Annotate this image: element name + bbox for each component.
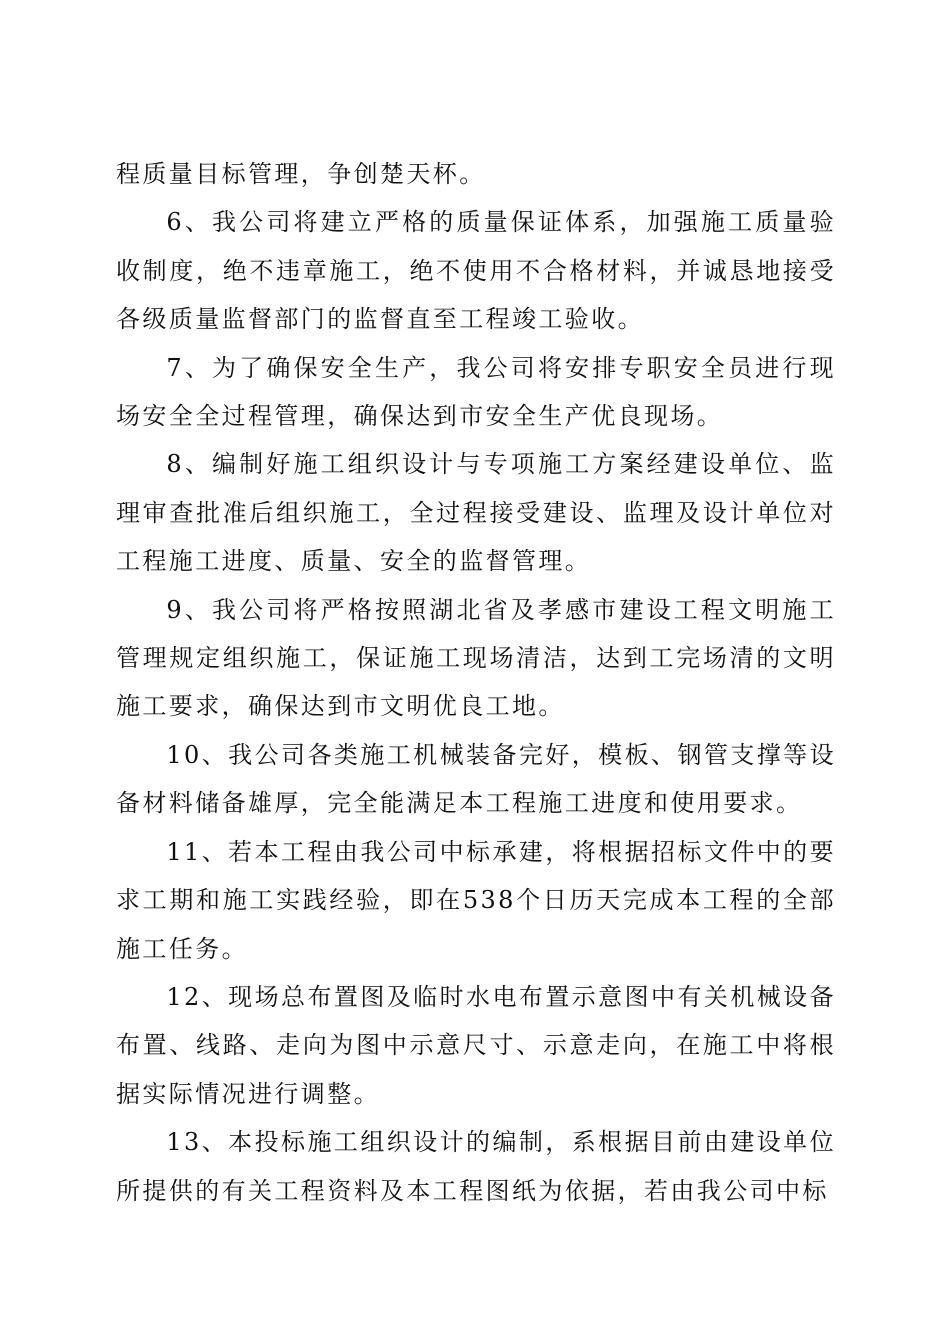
paragraph-item-10: 10、我公司各类施工机械装备完好，模板、钢管支撑等设备材料储备雄厚，完全能满足本工程施工进度和使用要求。 [116, 740, 836, 818]
paragraph-continuation: 程质量目标管理，争创楚天杯。 [116, 160, 486, 188]
paragraph-item-11: 11、若本工程由我公司中标承建，将根据招标文件中的要求工期和施工实践经验，即在538个日历天完成本工程的全部施工任务。 [116, 837, 836, 963]
paragraph-item-8: 8、编制好施工组织设计与专项施工方案经建设单位、监理审查批准后组织施工，全过程接受建设、监理及设计单位对工程施工进度、质量、安全的监督管理。 [116, 450, 836, 576]
paragraph-item-7: 7、为了确保安全生产，我公司将安排专职安全员进行现场安全全过程管理，确保达到市安全生产优良现场。 [116, 353, 836, 431]
document-body [116, 150, 836, 1215]
paragraph-item-6: 6、我公司将建立严格的质量保证体系，加强施工质量验收制度，绝不违章施工，绝不使用不合格材料，并诚恳地接受各级质量监督部门的监督直至工程竣工验收。 [116, 208, 836, 334]
paragraph-item-13: 13、本投标施工组织设计的编制，系根据目前由建设单位所提供的有关工程资料及本工程图纸为依据，若由我公司中标 [116, 1128, 836, 1205]
paragraph-item-12: 12、现场总布置图及临时水电布置示意图中有关机械设备布置、线路、走向为图中示意尺寸、示意走向，在施工中将根据实际情况进行调整。 [116, 982, 836, 1108]
paragraph-item-9: 9、我公司将严格按照湖北省及孝感市建设工程文明施工管理规定组织施工，保证施工现场清洁，达到工完场清的文明施工要求，确保达到市文明优良工地。 [116, 595, 836, 721]
